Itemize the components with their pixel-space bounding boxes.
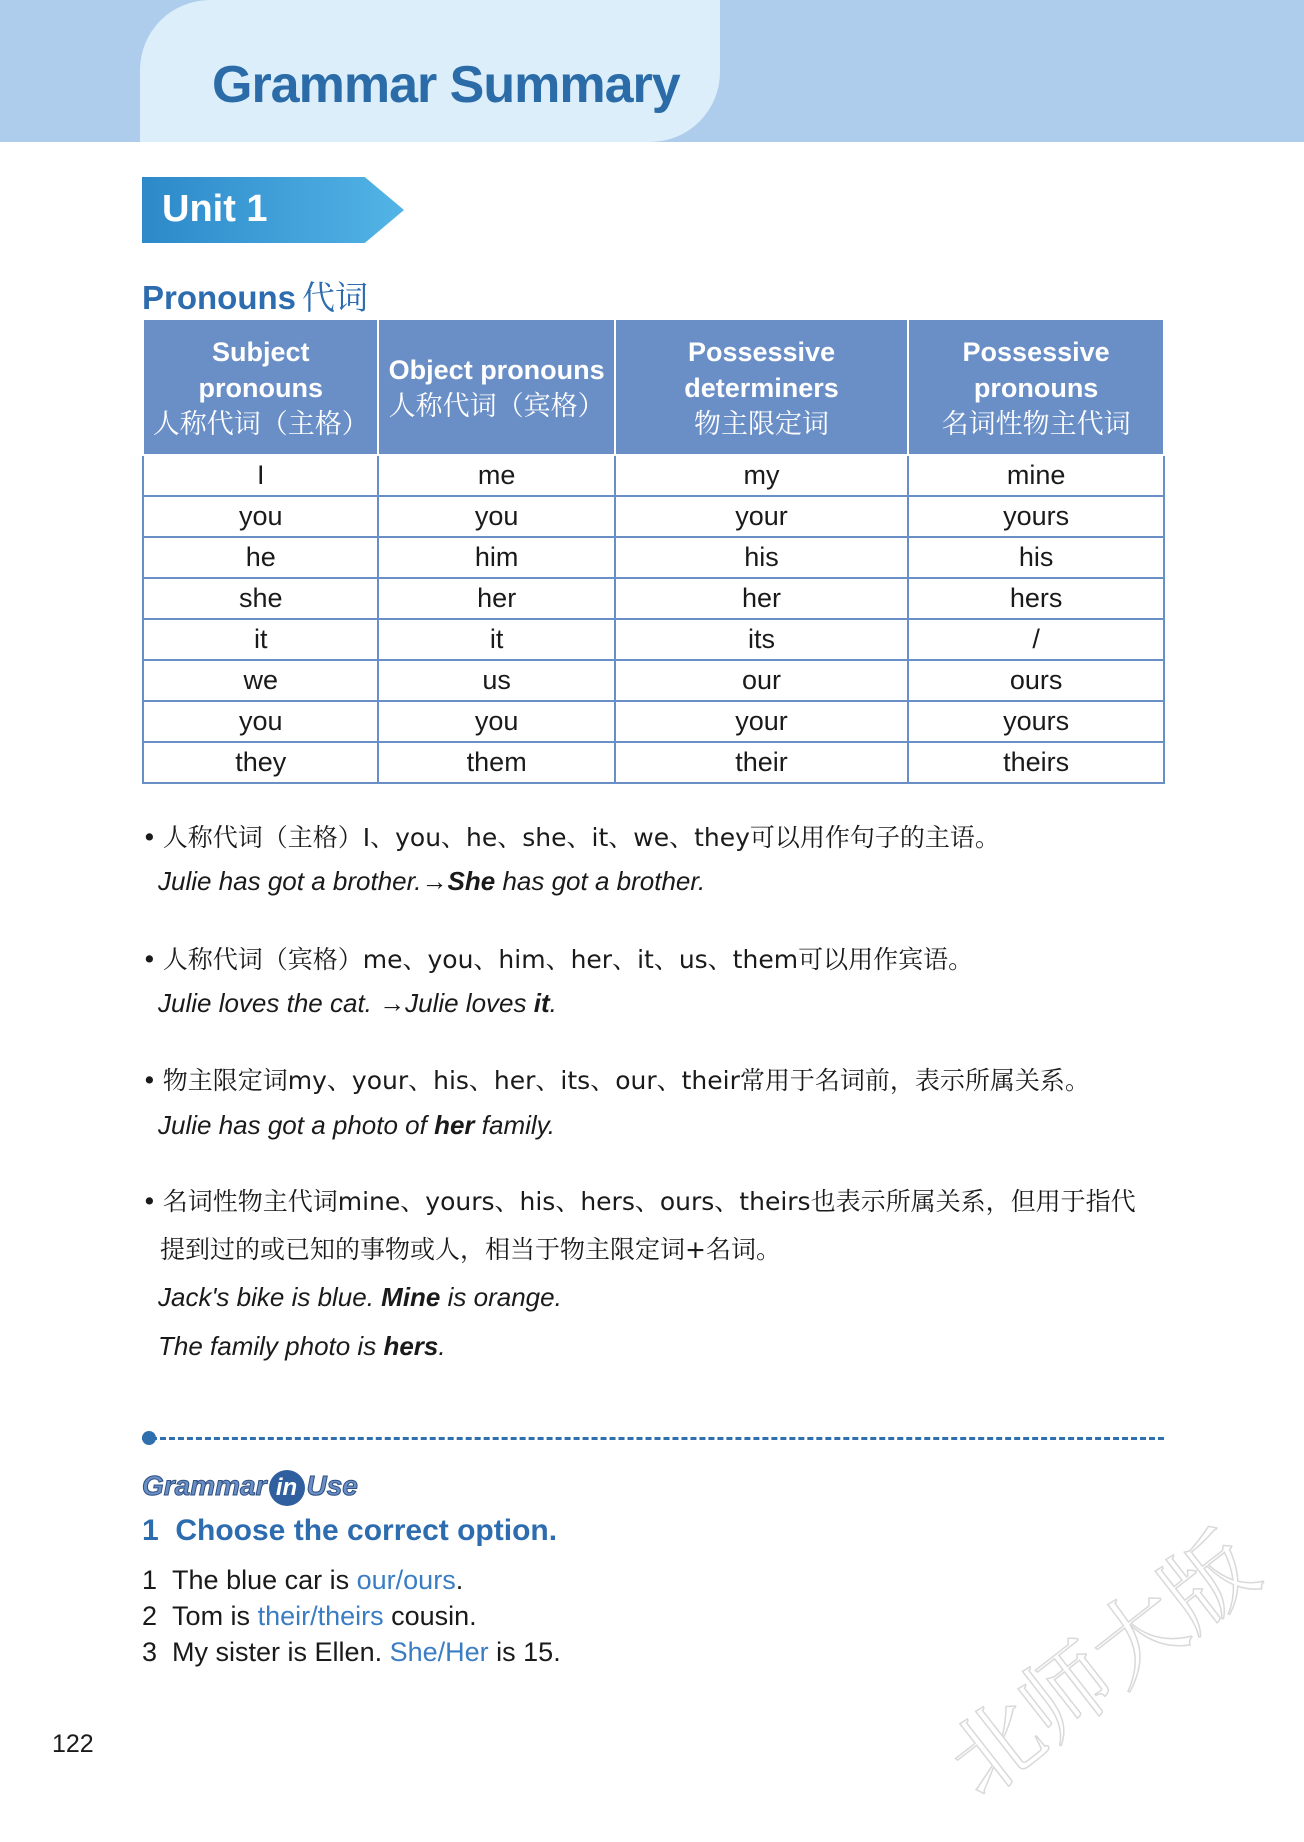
exercise-title: 1 Choose the correct option. bbox=[142, 1514, 558, 1547]
table-cell: yours bbox=[908, 701, 1164, 742]
table-cell: their bbox=[615, 742, 908, 783]
table-cell: theirs bbox=[908, 742, 1164, 783]
table-row bbox=[143, 619, 1164, 660]
question-text: cousin. bbox=[383, 1601, 477, 1631]
table-row bbox=[143, 455, 1164, 496]
example-text: Jack's bike is blue. bbox=[158, 1282, 382, 1312]
table-cell: her bbox=[378, 578, 614, 619]
table-cell: my bbox=[615, 455, 908, 496]
header-zh: 物主限定词 bbox=[694, 409, 830, 439]
header-subject-pronouns bbox=[143, 321, 378, 455]
example-text: Julie has got a photo of bbox=[158, 1110, 435, 1140]
table-cell: you bbox=[143, 496, 378, 537]
note-text: 人称代词（主格）I、you、he、she、it、we、they可以用作句子的主语。 bbox=[162, 823, 1000, 852]
question-text: The blue car is bbox=[172, 1565, 357, 1595]
badge-word-grammar: Grammar bbox=[142, 1470, 267, 1501]
example-bold: She bbox=[447, 866, 496, 896]
example-sentence bbox=[158, 1331, 446, 1362]
note-object-pronouns bbox=[142, 940, 1182, 976]
table-cell: it bbox=[143, 619, 378, 660]
table-cell: it bbox=[378, 619, 614, 660]
watermark-text: 北师大版 bbox=[928, 1512, 1278, 1818]
question-item bbox=[142, 1565, 463, 1596]
header-zh: 人称代词（宾格） bbox=[388, 391, 605, 421]
table-row bbox=[143, 537, 1164, 578]
note-text: 人称代词（宾格）me、you、him、her、it、us、them可以用作宾语。 bbox=[162, 945, 974, 974]
bullet: • bbox=[142, 823, 157, 852]
table-cell: hers bbox=[908, 578, 1164, 619]
table-cell: mine bbox=[908, 455, 1164, 496]
table-cell: us bbox=[378, 660, 614, 701]
unit-label: Unit 1 bbox=[162, 188, 268, 230]
table-cell: his bbox=[908, 537, 1164, 578]
note-subject-pronouns bbox=[142, 818, 1182, 854]
table-cell: you bbox=[378, 701, 614, 742]
example-sentence bbox=[158, 988, 557, 1019]
header-en: Object pronouns bbox=[388, 355, 605, 385]
example-sentence bbox=[158, 866, 705, 897]
header-en: Possessive pronouns bbox=[962, 337, 1110, 403]
example-text: is orange. bbox=[440, 1282, 562, 1312]
example-bold: Mine bbox=[381, 1282, 441, 1312]
answer-options[interactable]: our/ours bbox=[356, 1565, 456, 1595]
section-title-en: Pronouns bbox=[142, 279, 296, 316]
table-row bbox=[143, 701, 1164, 742]
example-text: Julie loves the cat. →Julie loves bbox=[158, 988, 534, 1018]
note-possessive-pronouns bbox=[142, 1182, 1182, 1218]
table-cell: she bbox=[143, 578, 378, 619]
bullet: • bbox=[142, 945, 157, 974]
table-header-row bbox=[143, 321, 1164, 455]
header-zh: 名词性物主代词 bbox=[941, 409, 1131, 439]
table-cell: you bbox=[378, 496, 614, 537]
example-bold: hers bbox=[383, 1331, 439, 1361]
section-title-zh: 代词 bbox=[302, 279, 368, 316]
question-number: 1 bbox=[142, 1565, 158, 1595]
question-number: 3 bbox=[142, 1637, 158, 1667]
note-text: 名词性物主代词mine、yours、his、hers、ours、theirs也表示所属关系，但用于指代 bbox=[162, 1187, 1136, 1216]
note-text: 提到过的或已知的事物或人，相当于物主限定词+名词。 bbox=[160, 1235, 781, 1264]
badge-word-in: in bbox=[269, 1470, 305, 1506]
example-text: . bbox=[549, 988, 557, 1018]
table-cell: its bbox=[615, 619, 908, 660]
example-sentence bbox=[158, 1110, 555, 1141]
example-text: family. bbox=[474, 1110, 555, 1140]
question-text: My sister is Ellen. bbox=[172, 1637, 390, 1667]
header-zh: 人称代词（主格） bbox=[152, 409, 369, 439]
question-text: is 15. bbox=[488, 1637, 561, 1667]
example-bold: her bbox=[434, 1110, 475, 1140]
note-continuation bbox=[160, 1230, 1200, 1266]
header-object-pronouns bbox=[378, 321, 614, 455]
question-text: Tom is bbox=[172, 1601, 258, 1631]
page-number: 122 bbox=[52, 1730, 94, 1758]
table-cell: / bbox=[908, 619, 1164, 660]
question-text: . bbox=[455, 1565, 464, 1595]
table-cell: I bbox=[143, 455, 378, 496]
table-row bbox=[143, 660, 1164, 701]
note-possessive-determiners bbox=[142, 1061, 1182, 1097]
header-en: Possessive determiners bbox=[684, 337, 839, 403]
table-row bbox=[143, 496, 1164, 537]
table-row bbox=[143, 742, 1164, 783]
page-title: Grammar Summary bbox=[212, 56, 680, 114]
header-possessive-determiners bbox=[615, 321, 908, 455]
grammar-in-use-badge bbox=[142, 1470, 358, 1508]
table-cell: he bbox=[143, 537, 378, 578]
bullet: • bbox=[142, 1066, 157, 1095]
watermark bbox=[928, 1512, 1278, 1820]
header-en: Subject pronouns bbox=[198, 337, 323, 403]
dashed-divider bbox=[142, 1437, 1164, 1440]
pronoun-table bbox=[142, 320, 1165, 784]
question-item bbox=[142, 1637, 561, 1668]
table-row bbox=[143, 578, 1164, 619]
header-possessive-pronouns bbox=[908, 321, 1164, 455]
table-cell: ours bbox=[908, 660, 1164, 701]
answer-options[interactable]: She/Her bbox=[389, 1637, 489, 1667]
example-text: Julie has got a brother.→ bbox=[158, 866, 448, 896]
table-cell: his bbox=[615, 537, 908, 578]
table-cell: your bbox=[615, 496, 908, 537]
table-cell: him bbox=[378, 537, 614, 578]
table-cell: they bbox=[143, 742, 378, 783]
question-item bbox=[142, 1601, 477, 1632]
table-cell: them bbox=[378, 742, 614, 783]
answer-options[interactable]: their/theirs bbox=[257, 1601, 384, 1631]
question-number: 2 bbox=[142, 1601, 158, 1631]
table-cell: we bbox=[143, 660, 378, 701]
table-cell: yours bbox=[908, 496, 1164, 537]
example-text: . bbox=[438, 1331, 446, 1361]
table-cell: your bbox=[615, 701, 908, 742]
table-cell: me bbox=[378, 455, 614, 496]
example-bold: it bbox=[533, 988, 550, 1018]
example-text: The family photo is bbox=[158, 1331, 384, 1361]
table-cell: her bbox=[615, 578, 908, 619]
note-text: 物主限定词my、your、his、her、its、our、their常用于名词前，表示所属关系。 bbox=[162, 1066, 1090, 1095]
section-title bbox=[142, 272, 368, 319]
table-cell: our bbox=[615, 660, 908, 701]
table-cell: you bbox=[143, 701, 378, 742]
bullet: • bbox=[142, 1187, 157, 1216]
example-text: has got a brother. bbox=[495, 866, 706, 896]
badge-word-use: Use bbox=[306, 1470, 358, 1501]
example-sentence bbox=[158, 1282, 562, 1313]
